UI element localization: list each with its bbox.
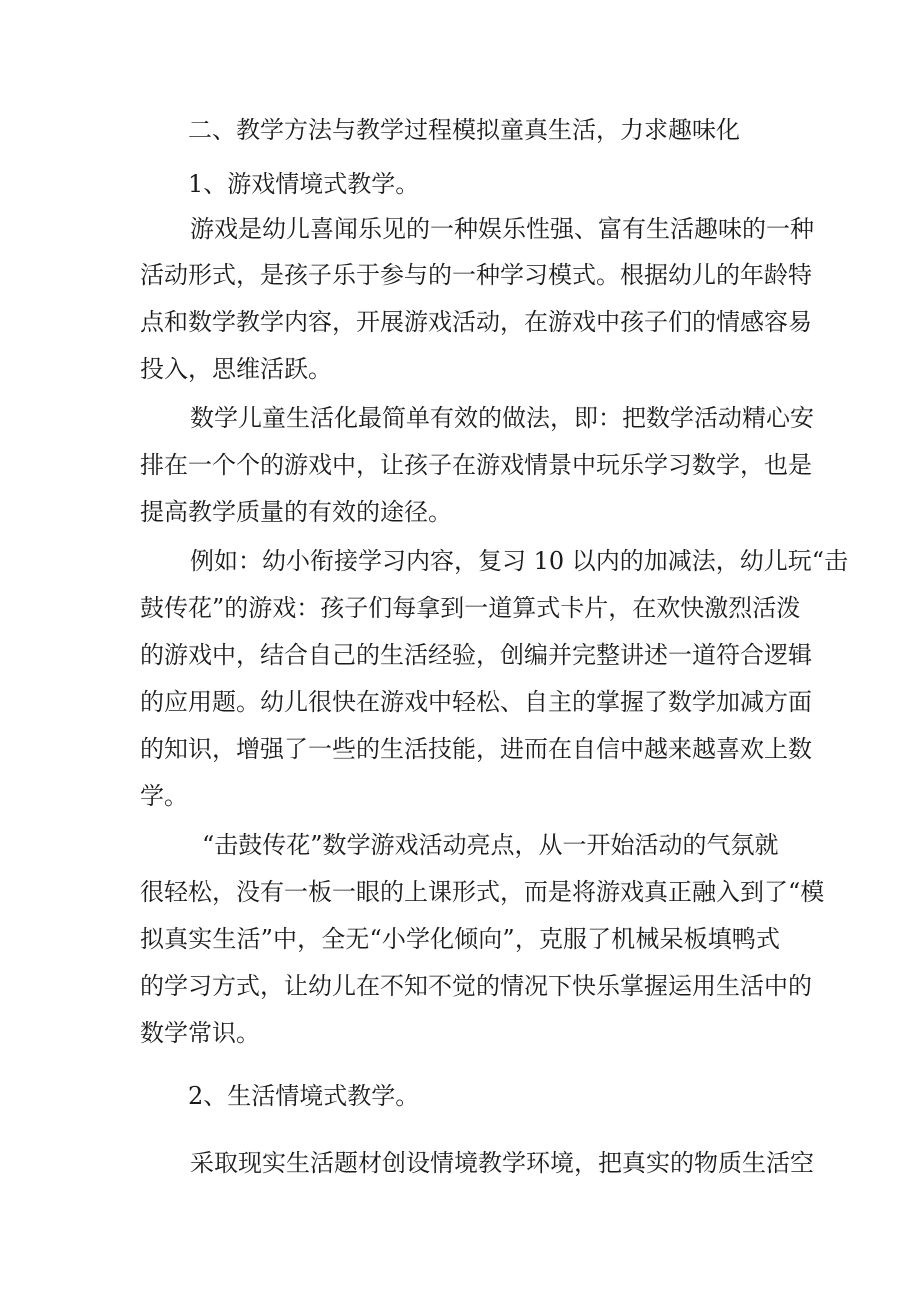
paragraph-line: 排在一个个的游戏中，让孩子在游戏情景中玩乐学习数学，也是 [140,451,812,479]
paragraph-line: 例如：幼小衔接学习内容，复习 10 以内的加减法，幼儿玩“击 [190,547,849,575]
paragraph-line: 拟真实生活”中，全无“小学化倾向”，克服了机械呆板填鸭式 [140,925,780,953]
paragraph-line: 点和数学教学内容，开展游戏活动，在游戏中孩子们的情感容易 [140,308,812,336]
subsection-heading: 2、生活情境式教学。 [188,1082,420,1110]
paragraph-line: 的学习方式，让幼儿在不知不觉的情况下快乐掌握运用生活中的 [140,972,812,1000]
paragraph-line: 提高教学质量的有效的途径。 [140,498,452,526]
paragraph-line: 活动形式，是孩子乐于参与的一种学习模式。根据幼儿的年龄特 [140,261,812,289]
paragraph-line: 游戏是幼儿喜闻乐见的一种娱乐性强、富有生活趣味的一种 [190,215,814,243]
paragraph-line: 数学常识。 [140,1019,260,1047]
section-heading: 二、教学方法与教学过程模拟童真生活，力求趣味化 [188,116,740,144]
paragraph-line: 鼓传花”的游戏：孩子们每拿到一道算式卡片，在欢快激烈活泼 [140,594,801,622]
paragraph-line: 的知识，增强了一些的生活技能，进而在自信中越来越喜欢上数 [140,735,812,763]
paragraph-line: 学。 [140,782,188,810]
paragraph-line: 的游戏中，结合自己的生活经验，创编并完整讲述一道符合逻辑 [140,641,812,669]
paragraph-line: 采取现实生活题材创设情境教学环境，把真实的物质生活空 [190,1149,814,1177]
paragraph-line: 数学儿童生活化最简单有效的做法，即：把数学活动精心安 [190,404,814,432]
paragraph-line: 的应用题。幼儿很快在游戏中轻松、自主的掌握了数学加减方面 [140,688,812,716]
paragraph-line: 投入，思维活跃。 [140,355,332,383]
paragraph-line: 很轻松，没有一板一眼的上课形式，而是将游戏真正融入到了“模 [140,878,825,906]
paragraph-line: “击鼓传花”数学游戏活动亮点，从一开始活动的气氛就 [202,831,779,859]
subsection-heading: 1、游戏情境式教学。 [188,170,420,198]
